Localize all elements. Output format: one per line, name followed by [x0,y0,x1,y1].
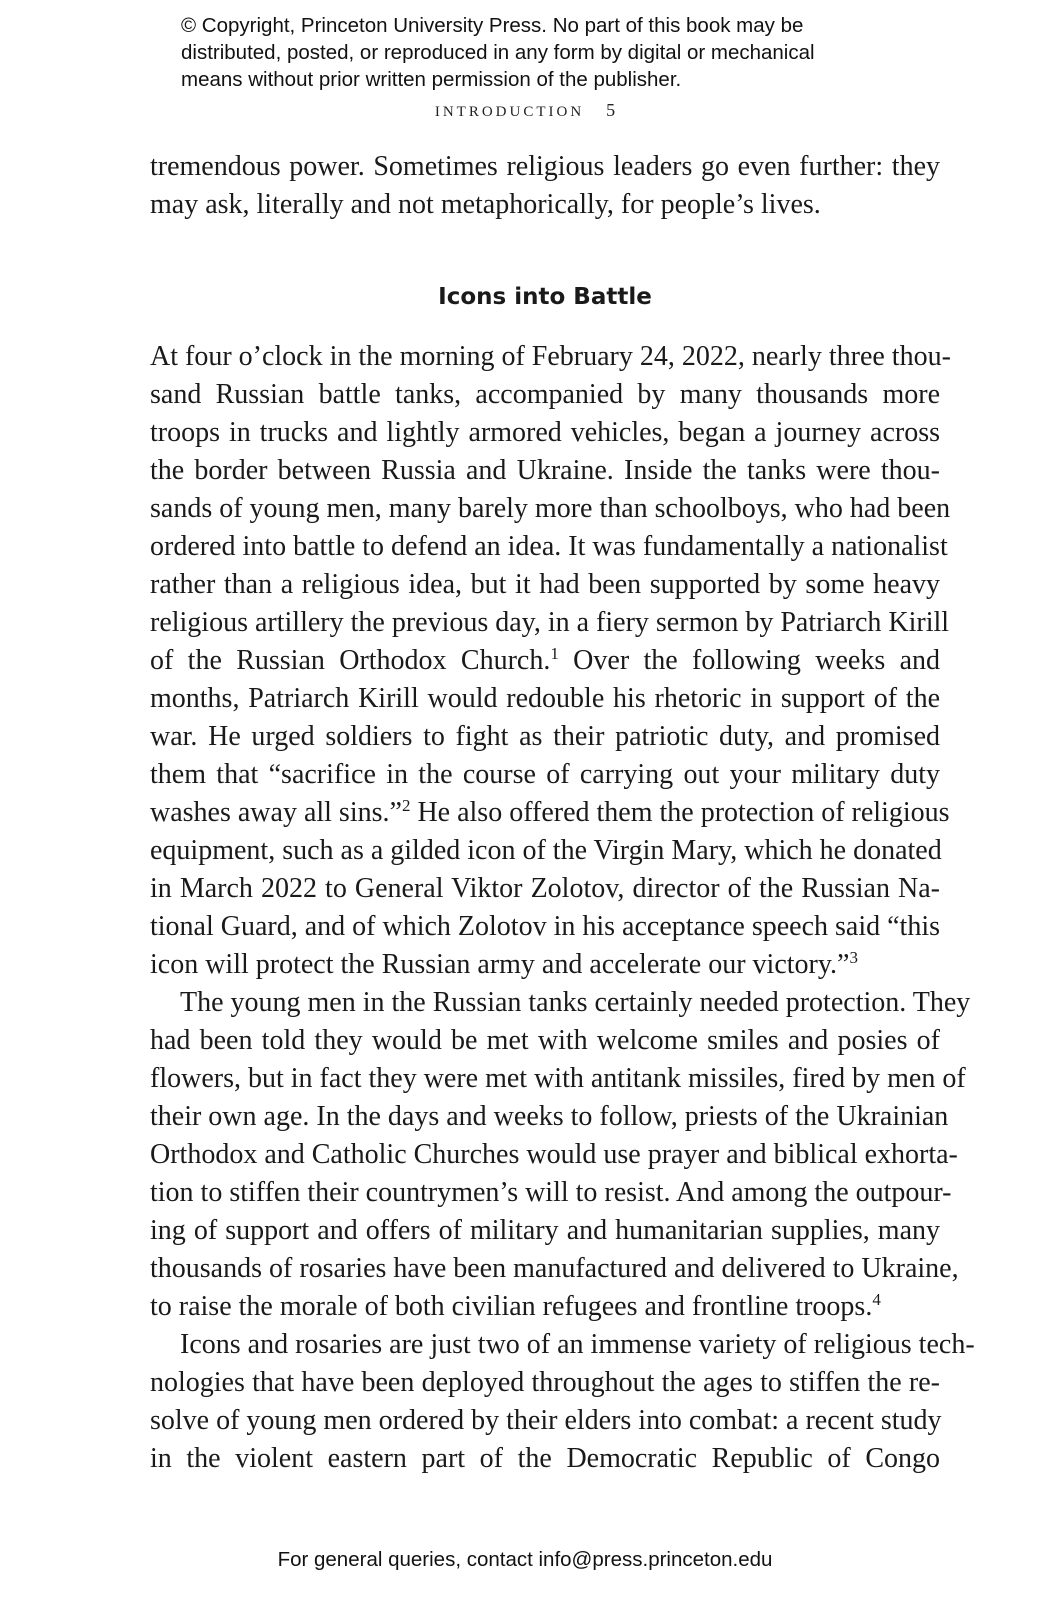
text-segment: icon will protect the Russian army and accelerate our victory.” [150,949,850,980]
text-line: sands of young men, many barely more than schoolboys, who had been [150,493,951,524]
text-line: the border between Russia and Ukraine. Inside the tanks were thou- [150,455,940,486]
copyright-line: distributed, posted, or reproduced in any form by digital or mechanical [181,41,815,64]
footnote-marker: 2 [401,796,411,815]
text-segment: to raise the morale of both civilian refugees and frontline troops. [150,1291,873,1322]
text-segment: Over the following weeks and [558,645,940,676]
text-line: The young men in the Russian tanks certainly needed protection. They [180,987,971,1018]
running-head [0,100,1050,121]
text-line: Icons and rosaries are just two of an immense variety of religious tech- [180,1329,975,1360]
text-line: their own age. In the days and weeks to follow, priests of the Ukrainian [150,1101,949,1132]
copyright-line: © Copyright, Princeton University Press. No part of this book may be [181,14,804,37]
text-segment: of the Russian Orthodox Church. [150,645,551,676]
text-line: equipment, such as a gilded icon of the Virgin Mary, which he donated [150,835,942,866]
text-line: tional Guard, and of which Zolotov in his acceptance speech said “this [150,911,940,942]
text-line: Orthodox and Catholic Churches would use prayer and biblical exhorta- [150,1139,958,1170]
text-line: solve of young men ordered by their elders into combat: a recent study [150,1405,942,1436]
text-line: them that “sacrifice in the course of carrying out your military duty [150,759,940,790]
text-line: in the violent eastern part of the Democratic Republic of Congo [150,1443,940,1474]
text-line: religious artillery the previous day, in a fiery sermon by Patriarch Kirill [150,607,950,638]
text-line: nologies that have been deployed throughout the ages to stiffen the re- [150,1367,940,1398]
text-line: flowers, but in fact they were met with antitank missiles, fired by men of [150,1063,966,1094]
footer-contact: For general queries, contact info@press.princeton.edu [277,1548,773,1571]
section-heading: Icons into Battle [438,284,652,310]
text-line [150,642,940,680]
footnote-marker: 4 [872,1290,881,1309]
text-line: in March 2022 to General Viktor Zolotov, director of the Russian Na- [150,873,940,904]
text-line [150,794,950,832]
text-line: sand Russian battle tanks, accompanied by many thousands more [150,379,940,410]
copyright-notice [181,12,901,93]
text-line: At four o’clock in the morning of February 24, 2022, nearly three thou- [150,341,951,372]
text-line: had been told they would be met with welcome smiles and posies of [150,1025,940,1056]
footnote-marker: 3 [849,948,858,967]
text-line: rather than a religious idea, but it had been supported by some heavy [150,569,940,600]
body-text [150,148,975,1478]
text-line: tion to stiffen their countrymen’s will to resist. And among the outpour- [150,1177,952,1208]
text-line: war. He urged soldiers to fight as their patriotic duty, and promised [150,721,940,752]
text-line: months, Patriarch Kirill would redouble his rhetoric in support of the [150,683,940,714]
copyright-line: means without prior written permission of the publisher. [181,68,682,91]
text-line: troops in trucks and lightly armored vehicles, began a journey across [150,417,940,448]
running-head-section: INTRODUCTION [434,104,585,120]
text-segment: He also offered them the protection of religious [410,797,950,828]
text-line: tremendous power. Sometimes religious leaders go even further: they [150,151,940,182]
page-number: 5 [606,100,616,120]
text-line: may ask, literally and not metaphorically, for people’s lives. [150,189,821,220]
text-line [150,1288,940,1326]
text-segment: washes away all sins.” [150,797,402,828]
text-line: ordered into battle to defend an idea. It was fundamentally a nationalist [150,531,948,562]
text-line [150,946,940,984]
footnote-marker: 1 [550,644,559,663]
text-line: ing of support and offers of military and humanitarian supplies, many [150,1215,940,1246]
text-line: thousands of rosaries have been manufactured and delivered to Ukraine, [150,1253,959,1284]
